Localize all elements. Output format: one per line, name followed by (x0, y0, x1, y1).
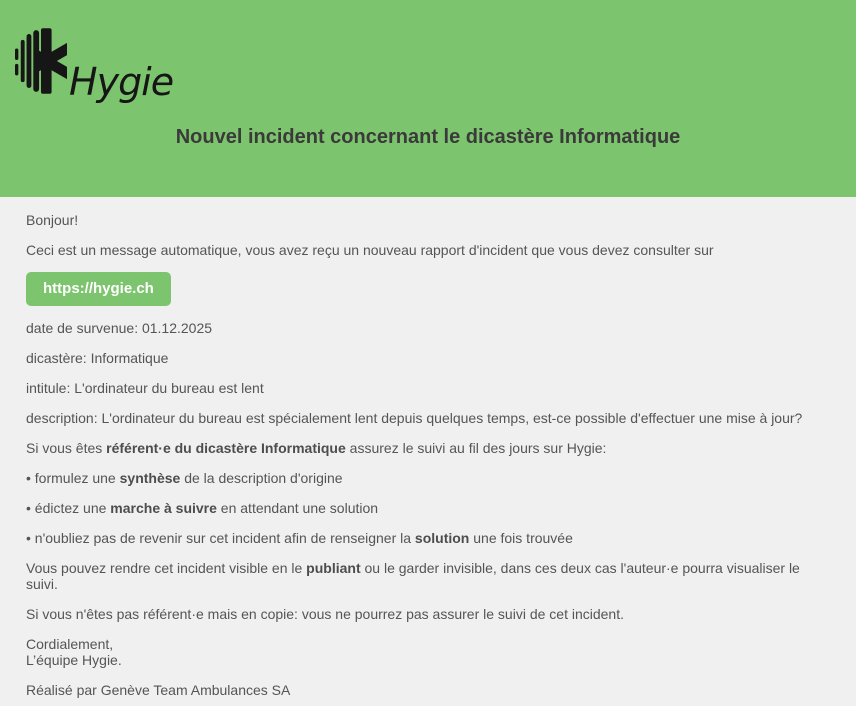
field-description: description: L'ordinateur du bureau est spécialement lent depuis quelques temps, est-ce possible d'effectuer une mise à jour? (26, 410, 803, 426)
text-segment: une fois trouvée (469, 530, 573, 546)
field-dicastere: dicastère: Informatique (26, 350, 169, 366)
email-body (0, 197, 856, 706)
copy-notice-text: Si vous n'êtes pas référent·e mais en copie: vous ne pourrez pas assurer le suivi de cet incident. (26, 606, 624, 622)
text-segment: • n'oubliez pas de revenir sur cet incident afin de renseigner la (26, 530, 415, 546)
bullet-solution (26, 530, 830, 546)
text-segment: • édictez une (26, 500, 111, 516)
text-segment: en attendant une solution (216, 500, 379, 516)
bold-publiant: publiant (306, 560, 361, 576)
page-title: Nouvel incident concernant le dicastère Informatique (175, 126, 681, 148)
text-segment: assurez le suivi au fil des jours sur Hygie: (345, 440, 607, 456)
bold-marche-a-suivre: marche à suivre (110, 500, 217, 516)
intro-text: Ceci est un message automatique, vous avez reçu un nouveau rapport d'incident que vous devez consulter sur (26, 242, 714, 258)
signature-block (26, 636, 830, 668)
signature-line2: L’équipe Hygie. (26, 652, 122, 668)
hygie-link-button[interactable]: https://hygie.ch (26, 272, 171, 306)
text-segment: • formulez une (26, 470, 120, 486)
field-intitule: intitule: L'ordinateur du bureau est lent (26, 380, 264, 396)
text-segment: Si vous êtes (26, 440, 107, 456)
footer-credit: Réalisé par Genève Team Ambulances SA (26, 682, 291, 698)
email-header (0, 0, 856, 197)
referent-instructions (26, 440, 830, 456)
text-segment: ou le garder invisible, dans ces deux cas l'auteur·e pourra visualiser le suivi. (26, 560, 800, 592)
publish-visibility-text (26, 560, 830, 592)
field-date: date de survenue: 01.12.2025 (26, 320, 213, 336)
hygie-logo (0, 22, 856, 104)
bold-synthese: synthèse (119, 470, 181, 486)
logo-wordmark: Hygie (69, 59, 174, 104)
star-of-life-icon (15, 24, 67, 98)
signature-line1: Cordialement, (26, 636, 114, 652)
bold-referent-phrase: référent·e du dicastère Informatique (106, 440, 346, 456)
text-segment: Vous pouvez rendre cet incident visible en le (26, 560, 307, 576)
bold-solution: solution (414, 530, 470, 546)
link-button-row (26, 272, 830, 306)
greeting-text: Bonjour! (26, 212, 79, 228)
text-segment: de la description d'origine (180, 470, 343, 486)
bullet-marche-a-suivre (26, 500, 830, 516)
bullet-synthese (26, 470, 830, 486)
